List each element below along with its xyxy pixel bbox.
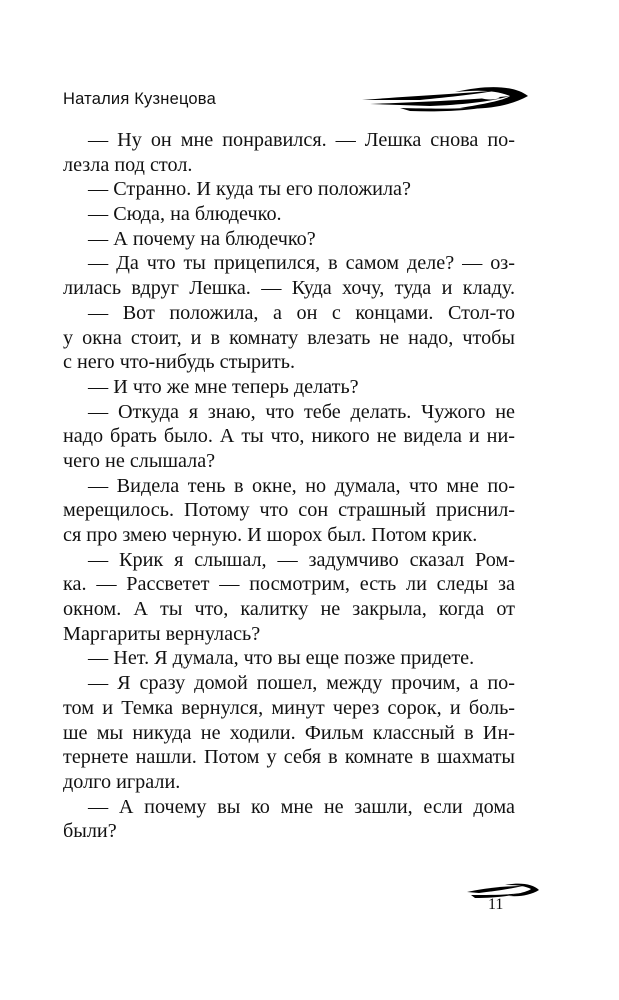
text-line: — Откуда я знаю, что тебе делать. Чужого не — [88, 400, 515, 423]
text-line: тернете нашли. Потом у себя в комнате в шахматы — [63, 746, 515, 769]
text-line: окном. А ты что, калитку не закрыла, когда от — [63, 598, 515, 621]
running-head: Наталия Кузнецова — [63, 90, 216, 108]
text-line: чего не слышала? — [63, 449, 216, 472]
text-line: — Нет. Я думала, что вы еще позже придете. — [88, 647, 475, 670]
text-line: с него что-нибудь стырить. — [63, 351, 295, 374]
text-line: — Ну он мне понравился. — Лешка снова по- — [88, 129, 515, 151]
text-line: — А почему на блюдечко? — [88, 227, 316, 250]
text-line: ся про змею черную. И шорох был. Потом крик. — [63, 524, 478, 546]
text-line: ше мы никуда не ходили. Фильм классный в Ин- — [63, 721, 515, 744]
text-line: том и Темка вернулся, минут через сорок, и боль- — [63, 696, 515, 719]
text-line: лезла под стол. — [63, 153, 193, 176]
text-line: — А почему вы ко мне не зашли, если дома — [88, 795, 515, 818]
page-footer — [465, 880, 540, 920]
text-line: надо брать было. А ты что, никого не видела и ни- — [63, 425, 515, 448]
text-line: — Странно. И куда ты его положила? — [88, 178, 411, 201]
page-number: 11 — [488, 896, 504, 913]
text-line: — Я сразу домой пошел, между прочим, а по- — [88, 672, 515, 695]
text-line: мерещилось. Потому что сон страшный приснил- — [63, 499, 515, 522]
text-line: долго играли. — [63, 770, 181, 793]
text-line: — Сюда, на блюдечко. — [88, 203, 282, 226]
text-line: — Вот положила, а он с концами. Стол-то — [88, 301, 515, 324]
text-line: — Видела тень в окне, но думала, что мне по- — [88, 474, 515, 497]
text-line: — Да что ты прицепился, в самом деле? — оз- — [88, 252, 515, 275]
text-line: — И что же мне теперь делать? — [88, 375, 359, 398]
text-line: ка. — Рассветет — посмотрим, есть ли следы за — [63, 573, 515, 596]
body-text — [63, 128, 515, 844]
header-swoosh-ornament — [360, 78, 530, 118]
text-line: лилась вдруг Лешка. — Куда хочу, туда и кладу. — [63, 277, 515, 300]
text-line: Маргариты вернулась? — [63, 622, 261, 645]
text-line: у окна стоит, и в комнату влезать не надо, чтобы — [63, 326, 515, 349]
text-line: были? — [63, 820, 117, 843]
text-line: — Крик я слышал, — задумчиво сказал Ром- — [88, 548, 515, 571]
